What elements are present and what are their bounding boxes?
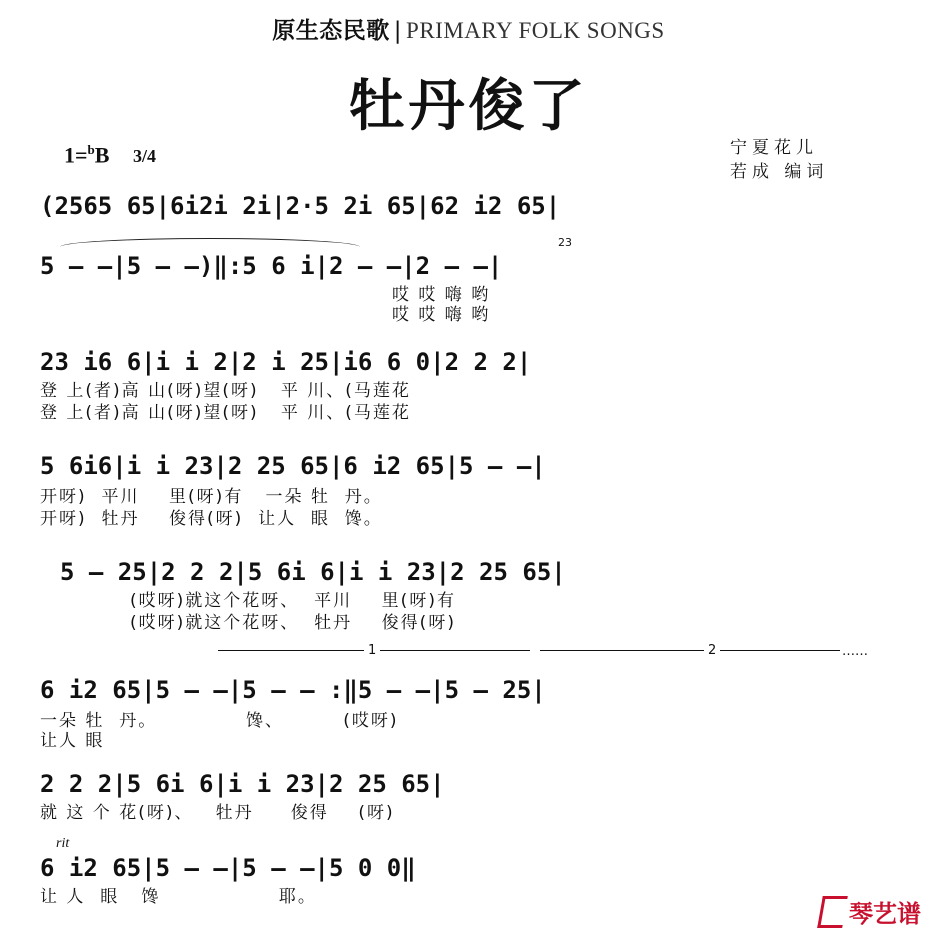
ritardando-mark: rit bbox=[56, 836, 70, 851]
lyric-row-5-verse-2: (哎呀)就这个花呀、 牡丹 俊得(呀) bbox=[130, 613, 456, 633]
lyric-row-2-verse-2: 哎 哎 嗨 哟 bbox=[392, 305, 491, 325]
song-title: 牡丹俊了 bbox=[348, 74, 589, 139]
credit-lyricist: 若成 编词 bbox=[730, 162, 829, 182]
key-flat: b bbox=[87, 142, 95, 157]
key-signature bbox=[64, 142, 156, 168]
logo-icon bbox=[817, 896, 848, 928]
notation-row-4: 5 6i6|i i 23|2 25 65|6 i2 65|5 — —| bbox=[40, 452, 546, 480]
volta-number-1: 1 bbox=[364, 643, 380, 658]
lyric-row-6-verse-1: 一朵 牡 丹。 馋、 (哎呀) bbox=[40, 711, 399, 731]
notation-row-8: 6 i2 65|5 — —|5 — —|5 0 0‖ bbox=[40, 854, 416, 882]
notation-row-2: 5 — —|5 — —)‖:5 6 i|2 — —|2 — —| bbox=[40, 252, 503, 280]
lyric-row-5-verse-1: (哎呀)就这个花呀、 平川 里(呀)有 bbox=[130, 591, 456, 611]
page-header bbox=[0, 12, 937, 45]
lyric-row-6-verse-2: 让人 眼 bbox=[40, 731, 105, 751]
logo-text: 琴艺谱 bbox=[849, 900, 921, 928]
lyric-row-2-verse-1: 哎 哎 嗨 哟 bbox=[392, 285, 491, 305]
lyric-row-4-verse-1: 开呀) 平川 里(呀)有 一朵 牡 丹。 bbox=[40, 487, 383, 507]
volta-bracket-2 bbox=[540, 650, 840, 661]
key-note: B bbox=[94, 142, 110, 168]
notation-row-1: (2565 65|6i2i 2i|2·5 2i 65|62 i2 65| bbox=[40, 192, 561, 220]
notation-row-7: 2 2 2|5 6i 6|i i 23|2 25 65| bbox=[40, 770, 445, 798]
notation-row-3: 23 i6 6|i i 2|2 i 25|i6 6 0|2 2 2| bbox=[40, 348, 532, 376]
volta-number-2: 2 bbox=[704, 643, 720, 658]
header-separator: | bbox=[393, 18, 403, 44]
lyric-row-8: 让 人 眼 馋 耶。 bbox=[40, 887, 317, 907]
credits bbox=[730, 136, 828, 184]
volta-continuation: …… bbox=[842, 644, 868, 659]
lyric-row-7: 就 这 个 花(呀)、 牡丹 俊得 (呀) bbox=[40, 803, 395, 823]
site-logo[interactable] bbox=[820, 894, 921, 929]
notation-row-6: 6 i2 65|5 — —|5 — — :‖5 — —|5 — 25| bbox=[40, 676, 546, 704]
header-en: PRIMARY FOLK SONGS bbox=[406, 18, 665, 43]
grace-notes: 23 bbox=[558, 236, 572, 249]
lyric-row-3-verse-2: 登 上(者)高 山(呀)望(呀) 平 川、(马莲花 bbox=[40, 403, 411, 423]
lyric-row-3-verse-1: 登 上(者)高 山(呀)望(呀) 平 川、(马莲花 bbox=[40, 381, 411, 401]
time-signature: 3/4 bbox=[132, 146, 156, 167]
key-main: 1= bbox=[64, 142, 88, 168]
credit-genre: 宁夏花儿 bbox=[730, 138, 818, 158]
notation-row-5: 5 — 25|2 2 2|5 6i 6|i i 23|2 25 65| bbox=[60, 558, 566, 586]
lyric-row-4-verse-2: 开呀) 牡丹 俊得(呀) 让人 眼 馋。 bbox=[40, 509, 383, 529]
header-cn: 原生态民歌 bbox=[272, 18, 390, 44]
